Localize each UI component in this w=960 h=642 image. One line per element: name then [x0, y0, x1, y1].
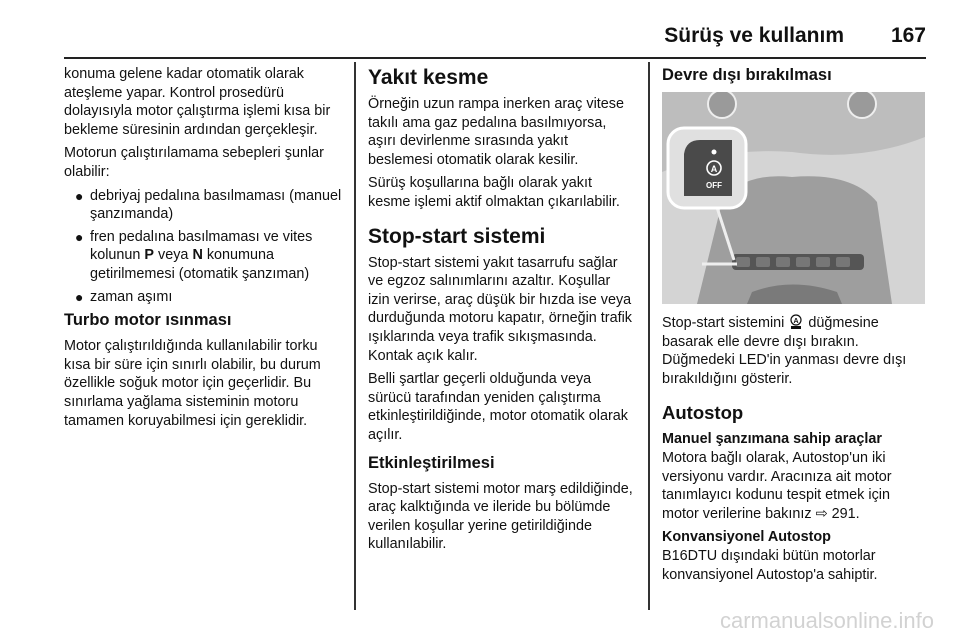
dashboard-figure	[662, 92, 925, 304]
bullet-icon: ●	[75, 187, 84, 204]
paragraph-conventional: B16DTU dışındaki bütün motorlar konvansiyonel Autostop'a sahiptir.	[662, 547, 878, 583]
paragraph-fuel-cut: Örneğin uzun rampa inerken araç vitese takılı ama gaz pedalına basılmıyorsa, aşırı devirlenme sırasında yakıt beslemesi otomatik olarak kesilir.	[368, 96, 624, 168]
list-item-text: zaman aşımı	[90, 288, 173, 305]
bullet-icon: ●	[75, 288, 84, 305]
paragraph-text: düğmesine basarak elle devre dışı bırakın. Düğmedeki LED'in yanması devre dışı bırakıldığını gösterir.	[662, 315, 907, 387]
off-button-label: OFF	[706, 181, 722, 190]
paragraph-restart: Belli şartlar geçerli olduğunda veya sürücü tarafından yeniden çalıştırma etkinleştirildiğinde, motor otomatik olarak açılır.	[368, 371, 628, 443]
paragraph-text: Stop-start sistemini	[662, 315, 789, 331]
list-item	[64, 228, 346, 284]
paragraph-fuel-cut-2: Sürüş koşullarına bağlı olarak yakıt kesme işlemi aktif olmaktan çıkarılabilir.	[368, 175, 620, 210]
gear-p-label: P	[144, 247, 155, 264]
svg-text:A: A	[793, 318, 799, 325]
bullet-icon: ●	[75, 228, 84, 245]
heading-conventional-autostop: Konvansiyonel Autostop	[662, 529, 831, 546]
paragraph-deactivation	[662, 314, 930, 388]
header-rule	[64, 57, 926, 59]
column-divider-right	[648, 62, 650, 610]
section-title: Sürüş ve kullanım	[664, 24, 844, 47]
column-2	[368, 65, 634, 559]
list-item	[64, 187, 346, 224]
column-3	[662, 65, 930, 589]
svg-text:A: A	[710, 164, 718, 174]
list-item-text: veya	[154, 247, 193, 264]
watermark: carmanualsonline.info	[719, 608, 934, 633]
paragraph-text: Motora bağlı olarak, Autostop'un iki versiyonu vardır. Aracınıza ait motor tanımlayıcı kodunu tespit etmek için motor verilerine bakınız	[662, 449, 892, 522]
paragraph-activation: Stop-start sistemi motor marş edildiğinde, araç kalktığında ve ileride bu bölümde verilen koşullar yerine getirildiğinde kullanılabilir.	[368, 480, 633, 553]
paragraph-stop-start: Stop-start sistemi yakıt tasarrufu sağlar ve egzoz salınımlarını azaltır. Koşullar izin verirse, araç düşük bir hızda ise veya durduğunda motoru kapatır, örneğin trafik ışıklarında veya trafik sıkışmasında. Kontak açık kalır.	[368, 254, 632, 364]
heading-manual-transmission: Manuel şanzımana sahip araçlar	[662, 431, 882, 448]
list-item-text: debriyaj pedalına basılmaması (manuel şanzımanda)	[90, 187, 342, 223]
column-1	[64, 65, 346, 435]
paragraph-versions	[662, 449, 930, 523]
heading-deactivation: Devre dışı bırakılması	[662, 66, 832, 84]
paragraph-turbo: Motor çalıştırıldığında kullanılabilir torku kısa bir süre için sınırlı olabilir, bu durum özellikle soğuk motor için geçerlidir. Bu sınırlama yağlama sisteminin motoru tamamen koruyabilmesi için gereklidir.	[64, 338, 321, 429]
paragraph-reasons: Motorun çalıştırılamama sebepleri şunlar olabilir:	[64, 145, 324, 180]
page-reference[interactable]: 291	[831, 505, 856, 522]
column-divider-left	[354, 62, 356, 610]
gear-n-label: N	[192, 247, 203, 264]
paragraph-intro: konuma gelene kadar otomatik olarak ateşleme yapar. Kontrol prosedürü dolayısıyla motor çalıştırma işlemi kısa bir bekleme süresinin ardından gerçekleşir.	[64, 66, 331, 138]
heading-stop-start: Stop-start sistemi	[368, 224, 546, 248]
heading-activation: Etkinleştirilmesi	[368, 453, 495, 472]
heading-turbo: Turbo motor ısınması	[64, 311, 232, 330]
list-item-text: fren pedalına basılmaması ve vites kolunun	[90, 228, 313, 264]
paragraph-text: .	[855, 505, 860, 522]
dashboard-illustration	[662, 92, 925, 304]
heading-autostop: Autostop	[662, 402, 744, 424]
autostop-off-icon	[788, 314, 804, 330]
page-header	[64, 24, 926, 54]
page-number: 167	[890, 24, 926, 47]
list-item-text: konumuna getirilmemesi (otomatik şanzıman)	[90, 247, 310, 282]
list-item	[64, 288, 346, 307]
heading-fuel-cut: Yakıt kesme	[368, 66, 489, 89]
reference-arrow-icon: ⇨	[815, 505, 828, 522]
reasons-list	[64, 187, 346, 307]
